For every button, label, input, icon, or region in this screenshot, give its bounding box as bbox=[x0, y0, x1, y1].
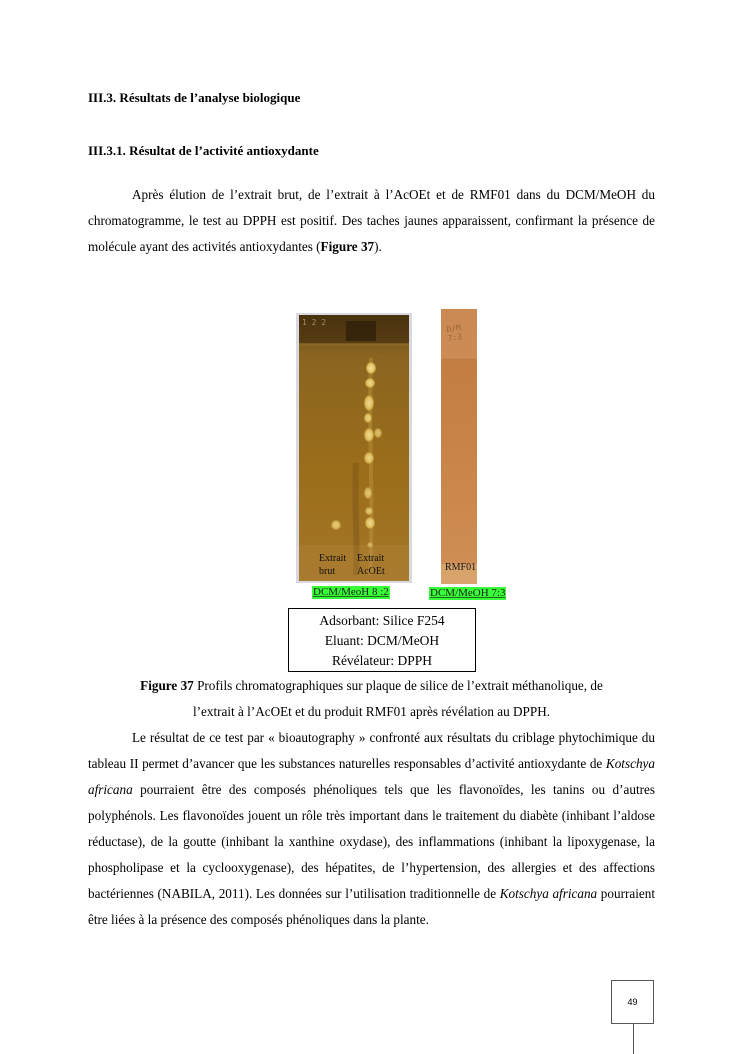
paragraph-intro bbox=[88, 182, 655, 260]
lane2-line2: AcOEt bbox=[357, 566, 385, 577]
adsorbant-text: Adsorbant: Silice F254 bbox=[319, 613, 445, 628]
page-number: 49 bbox=[611, 980, 654, 1024]
figure-reference: Figure 37 bbox=[320, 239, 375, 254]
paragraph-discussion-part2: pourraient être des composés phénoliques tels que les flavonoïdes, les tanins ou d’autres polyphénols. Les flavonoïdes jouent un rôle très important dans le traitement du diabète (inhibant l’aldose réductase), de la goutte (inhibant la xanthine oxydase), des inflammations (inhibant la lipoxygenase, la phospholipase et la cyclooxygenase), des hépatites, de l’hypertension, des allergies et des affections bactériennes (NABILA, 2011). Les données sur l’utilisation traditionnelle de bbox=[88, 782, 655, 901]
figure-caption-label: Figure 37 bbox=[140, 678, 194, 693]
page-number-divider bbox=[633, 1024, 634, 1054]
figure-caption bbox=[88, 673, 655, 725]
eluent-label-plate1: DCM/MeoH 8 :2 bbox=[313, 586, 389, 598]
eluent-label-plate2: DCM/MeOH 7:3 bbox=[430, 587, 506, 599]
tlc-plate-2 bbox=[441, 309, 477, 584]
chromatography-conditions-box bbox=[288, 608, 476, 672]
tlc-plate-1-photo bbox=[296, 313, 412, 583]
paragraph-discussion-part3: pourraient être liées à la présence des composés phénoliques dans la plante. bbox=[88, 886, 655, 927]
plate2-header-marks: D/M 7:3 bbox=[445, 323, 463, 343]
paragraph-intro-text: Après élution de l’extrait brut, de l’extrait à l’AcOEt et de RMF01 dans du DCM/MeOH du chromatogramme, le test au DPPH est positif. Des taches jaunes apparaissent, confirmant la présence de molécule ayant des activités antioxydantes ( bbox=[88, 187, 655, 254]
lane-label-rmf01: RMF01 bbox=[445, 562, 477, 573]
paragraph-intro-tail: ). bbox=[374, 239, 382, 254]
tlc-plate-1 bbox=[296, 313, 412, 583]
paragraph-discussion-part1: Le résultat de ce test par « bioautography » confronté aux résultats du criblage phytochimique du tableau II permet d’avancer que les substances naturelles responsables d’activité antioxydante de bbox=[88, 730, 655, 771]
species-name-1: Kotschya africana bbox=[88, 756, 655, 797]
subsection-heading: III.3.1. Résultat de l’activité antioxydante bbox=[88, 143, 319, 158]
section-heading: III.3. Résultats de l’analyse biologique bbox=[88, 90, 301, 105]
figure-caption-line1 bbox=[88, 673, 655, 699]
figure-caption-text1: Profils chromatographiques sur plaque de silice de l’extrait méthanolique, de bbox=[193, 678, 603, 693]
eluant-text: Eluant: DCM/MeOH bbox=[324, 633, 440, 648]
lane1-line1: Extrait bbox=[319, 553, 347, 564]
lane-label-extrait-acoet bbox=[357, 552, 385, 578]
lane-label-extrait-brut bbox=[319, 552, 346, 578]
lane1-line2: brut bbox=[319, 566, 336, 577]
paragraph-discussion bbox=[88, 725, 655, 933]
species-name-2: Kotschya africana bbox=[499, 886, 598, 901]
plate1-header-marks: 1 2 2 bbox=[302, 318, 327, 327]
lane2-line1: Extrait bbox=[357, 553, 385, 564]
revelateur-text: Révélateur: DPPH bbox=[331, 653, 433, 668]
tlc-plate-2-photo bbox=[441, 309, 477, 584]
figure-caption-line2: l’extrait à l’AcOEt et du produit RMF01 après révélation au DPPH. bbox=[192, 704, 551, 719]
